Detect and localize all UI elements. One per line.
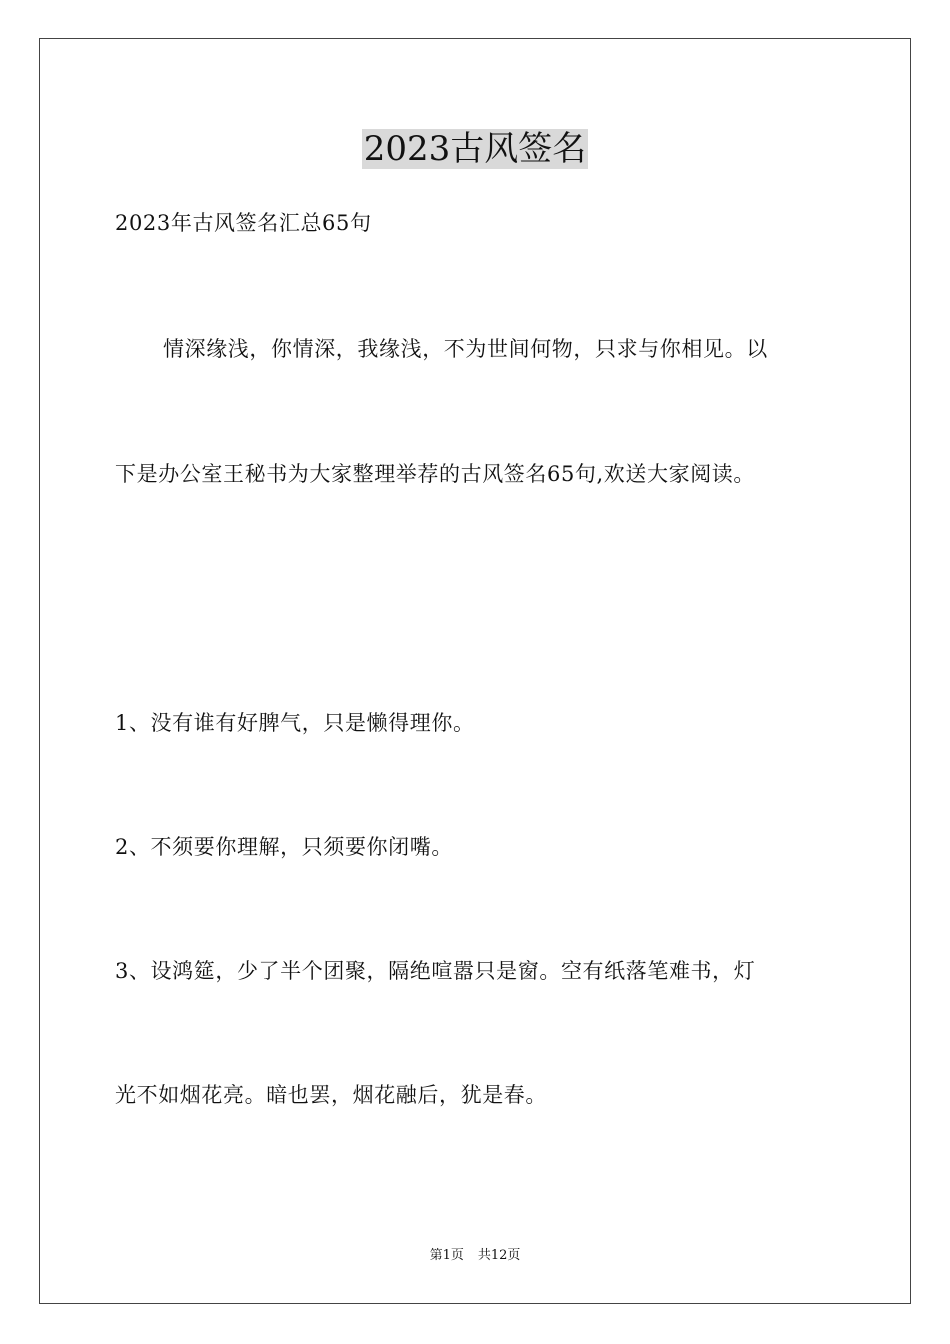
document-subtitle: 2023年古风签名汇总65句 (115, 211, 372, 235)
page-number: 第1页 (429, 1248, 464, 1263)
page-total: 共12页 (477, 1248, 521, 1263)
document-title: 2023古风签名 (363, 129, 587, 169)
intro-paragraph-line-1: 情深缘浅，你情深，我缘浅，不为世间何物，只求与你相见。以 (163, 337, 768, 361)
list-item-3-line-2: 光不如烟花亮。暗也罢，烟花融后，犹是春。 (115, 1083, 547, 1107)
list-item-1: 1、没有谁有好脾气，只是懒得理你。 (115, 711, 475, 735)
list-item-2: 2、不须要你理解，只须要你闭嘴。 (115, 835, 453, 859)
intro-paragraph-line-2: 下是办公室王秘书为大家整理举荐的古风签名65句,欢送大家阅读。 (115, 462, 755, 486)
list-item-3-line-1: 3、设鸿筵，少了半个团聚，隔绝喧嚣只是窗。空有纸落笔难书，灯 (115, 959, 756, 983)
document-title-block (0, 126, 950, 172)
page-footer (0, 1246, 950, 1266)
